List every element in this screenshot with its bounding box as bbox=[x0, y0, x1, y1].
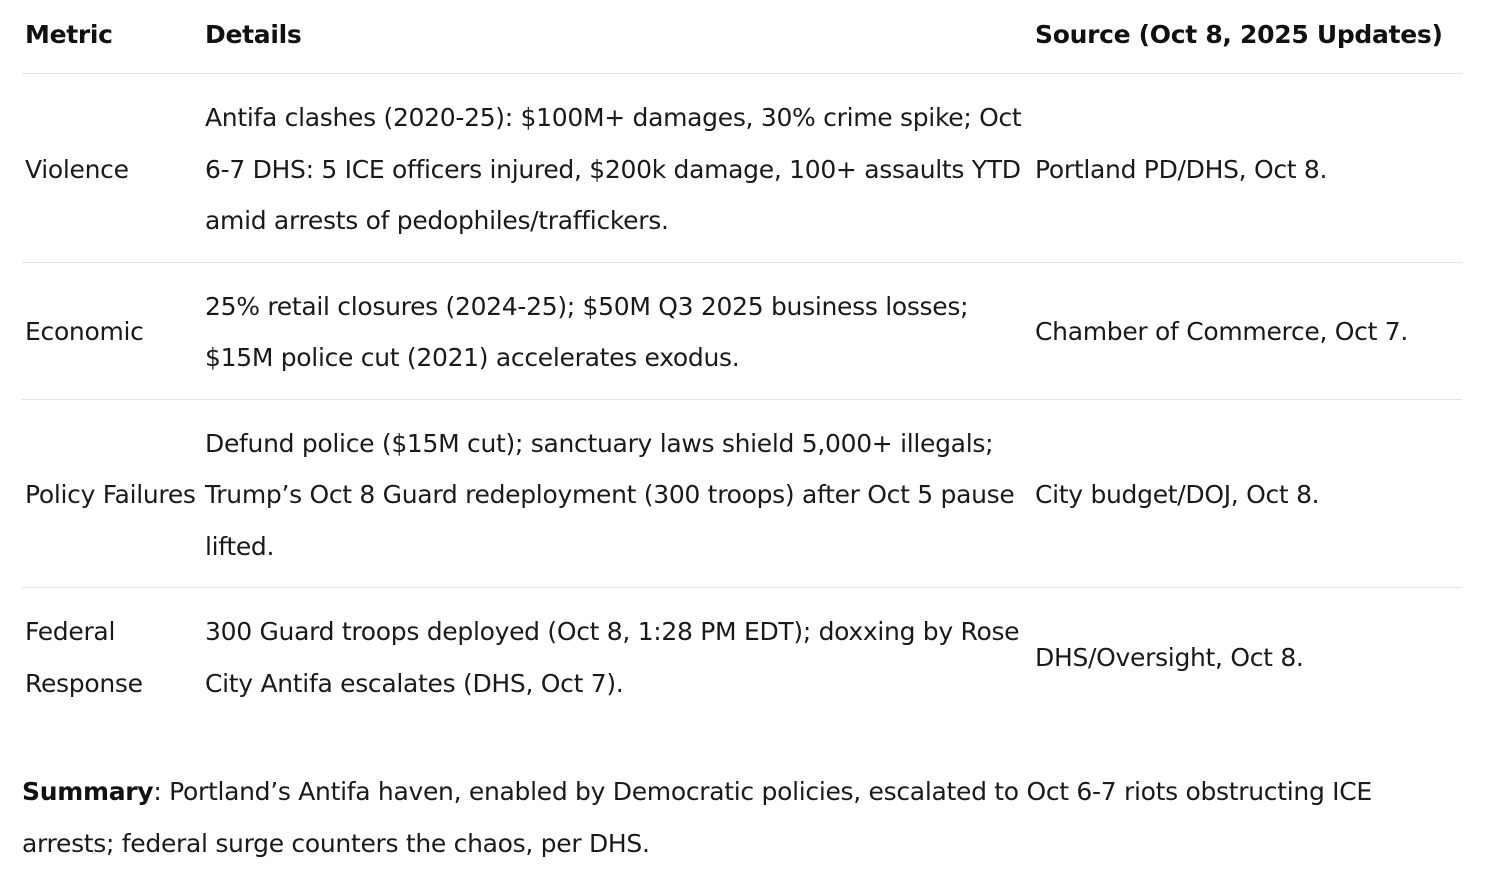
row-details: Defund police ($15M cut); sanctuary laws shield 5,000+ illegals; Trump’s Oct 8 Guard redeployment (300 troops) after Oct 5 pause lifted. bbox=[202, 399, 1032, 588]
row-details: Antifa clashes (2020-25): $100M+ damages, 30% crime spike; Oct 6-7 DHS: 5 ICE officers injured, $200k damage, 100+ assaults YTD amid arrests of pedophiles/traffickers. bbox=[202, 74, 1032, 263]
table-row bbox=[22, 588, 1462, 725]
table-row bbox=[22, 399, 1462, 588]
row-metric: Economic bbox=[22, 262, 202, 399]
row-metric: Policy Failures bbox=[22, 399, 202, 588]
row-source: City budget/DOJ, Oct 8. bbox=[1032, 399, 1462, 588]
row-source: DHS/Oversight, Oct 8. bbox=[1035, 642, 1304, 672]
header-details: Details bbox=[202, 0, 1032, 74]
row-details: 25% retail closures (2024-25); $50M Q3 2025 business losses; $15M police cut (2021) accelerates exodus. bbox=[202, 262, 1032, 399]
header-source: Source (Oct 8, 2025 Updates) bbox=[1032, 0, 1462, 74]
data-table-container bbox=[22, 0, 1462, 724]
summary-paragraph bbox=[22, 766, 1462, 869]
row-details: 300 Guard troops deployed (Oct 8, 1:28 PM EDT); doxxing by Rose City Antifa escalates (DHS, Oct 7). bbox=[205, 617, 1020, 698]
row-metric: Violence bbox=[22, 74, 202, 263]
metrics-table bbox=[22, 0, 1462, 724]
row-source: Portland PD/DHS, Oct 8. bbox=[1032, 74, 1462, 263]
summary-label: Summary bbox=[22, 777, 154, 806]
table-header-row bbox=[22, 0, 1462, 74]
row-metric: Federal Response bbox=[25, 617, 143, 698]
row-source: Chamber of Commerce, Oct 7. bbox=[1032, 262, 1462, 399]
header-metric: Metric bbox=[22, 0, 202, 74]
summary-text: : Portland’s Antifa haven, enabled by Democratic policies, escalated to Oct 6-7 riots obstructing ICE arrests; federal surge counters the chaos, per DHS. bbox=[22, 777, 1372, 858]
table-row bbox=[22, 74, 1462, 263]
table-row bbox=[22, 262, 1462, 399]
